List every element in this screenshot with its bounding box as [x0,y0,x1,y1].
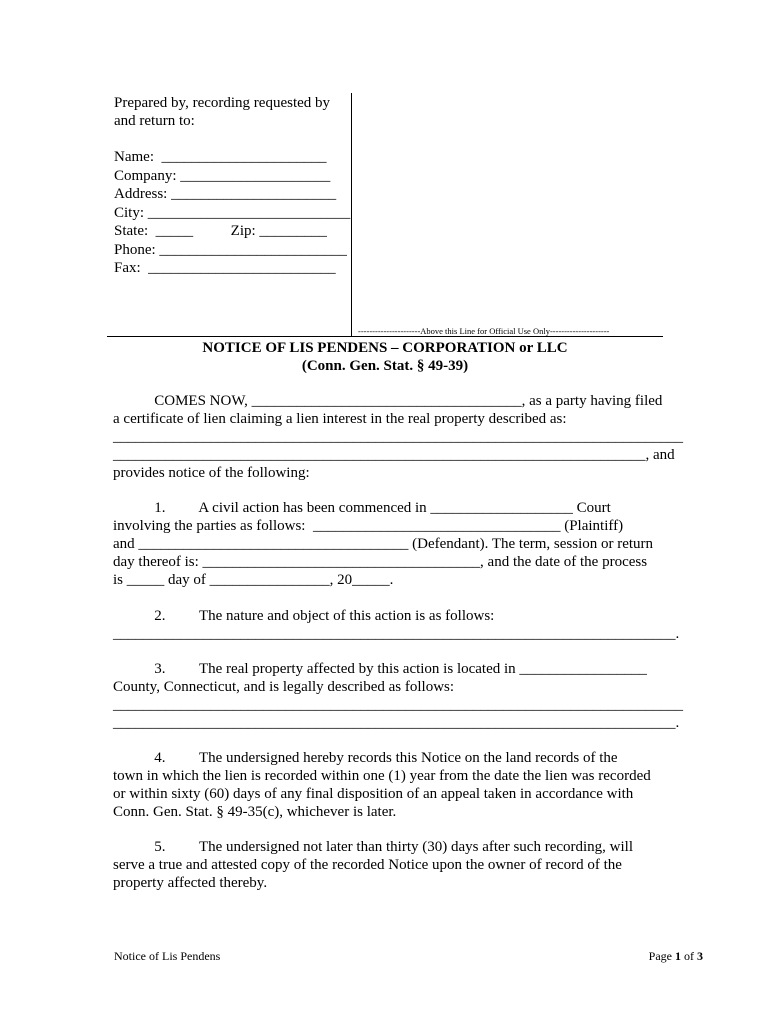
legal-description-blank-1[interactable]: ____________________________________________________________________________ [113,697,683,713]
page-number [600,949,703,964]
page-word: Page [648,949,672,963]
paragraph-1-line: and ____________________________________ (Defendant). The term, session or return [113,536,654,552]
body-line: a certificate of lien claiming a lien interest in the real property described as: [113,411,567,427]
legal-description-blank-2[interactable]: ___________________________________________________________________________. [113,715,680,731]
prepared-by-line-2: and return to: [114,113,195,129]
fax-field[interactable]: Fax: _________________________ [114,260,336,276]
paragraph-1-line: is _____ day of ________________, 20_____. [113,572,394,588]
document-subtitle: (Conn. Gen. Stat. § 49-39) [301,358,469,374]
footer-title: Notice of Lis Pendens [114,949,221,963]
paragraph-4-line: town in which the lien is recorded within one (1) year from the date the lien was recorded [113,768,651,784]
comes-now-line: COMES NOW, ____________________________________, as a party having filed [113,393,663,409]
prepared-by-block [114,94,330,130]
official-use-label: ----------------------Above this Line for Official Use Only--------------------- [358,326,610,336]
return-to-fields [114,148,350,278]
header-divider-horizontal [107,336,663,337]
property-description-blank-1[interactable]: ____________________________________________________________________________ [113,429,683,445]
paragraph-3-line: County, Connecticut, and is legally described as follows: [113,679,455,695]
paragraph-1-line: involving the parties as follows: _________________________________ (Plaintiff) [113,518,624,534]
body-line: provides notice of the following: [113,465,310,481]
paragraph-4-line: or within sixty (60) days of any final disposition of an appeal taken in accordance with [113,786,634,802]
of-word: of [684,949,694,963]
paragraph-1-line: 1. A civil action has been commenced in ___________________ Court [113,500,611,516]
paragraph-4-line: Conn. Gen. Stat. § 49-35(c), whichever is later. [113,804,397,820]
prepared-by-line-1: Prepared by, recording requested by [114,95,331,111]
page-total: 3 [697,949,703,963]
paragraph-5-line: serve a true and attested copy of the recorded Notice upon the owner of record of the [113,857,622,873]
page-current: 1 [675,949,681,963]
paragraph-4-line: 4. The undersigned hereby records this Notice on the land records of the [113,750,618,766]
state-zip-field[interactable]: State: _____ Zip: _________ [114,223,327,239]
company-field[interactable]: Company: ____________________ [114,167,331,184]
document-title: NOTICE OF LIS PENDENS – CORPORATION or LLC [202,340,568,356]
paragraph-1-line: day thereof is: _____________________________________, and the date of the process [113,554,648,570]
city-field[interactable]: City: ___________________________ [114,204,351,221]
paragraph-5-line: 5. The undersigned not later than thirty (30) days after such recording, will [113,839,634,855]
header-divider-vertical [351,93,352,336]
paragraph-5-line: property affected thereby. [113,875,268,891]
property-description-blank-2[interactable]: _______________________________________________________________________, and [113,447,675,463]
paragraph-2-line: 2. The nature and object of this action is as follows: [113,608,495,624]
nature-of-action-blank[interactable]: ___________________________________________________________________________. [113,626,680,642]
address-field[interactable]: Address: ______________________ [114,186,337,202]
phone-field[interactable]: Phone: _________________________ [114,241,347,258]
name-field[interactable]: Name: ______________________ [114,149,327,165]
paragraph-3-line: 3. The real property affected by this action is located in _________________ [113,661,647,677]
